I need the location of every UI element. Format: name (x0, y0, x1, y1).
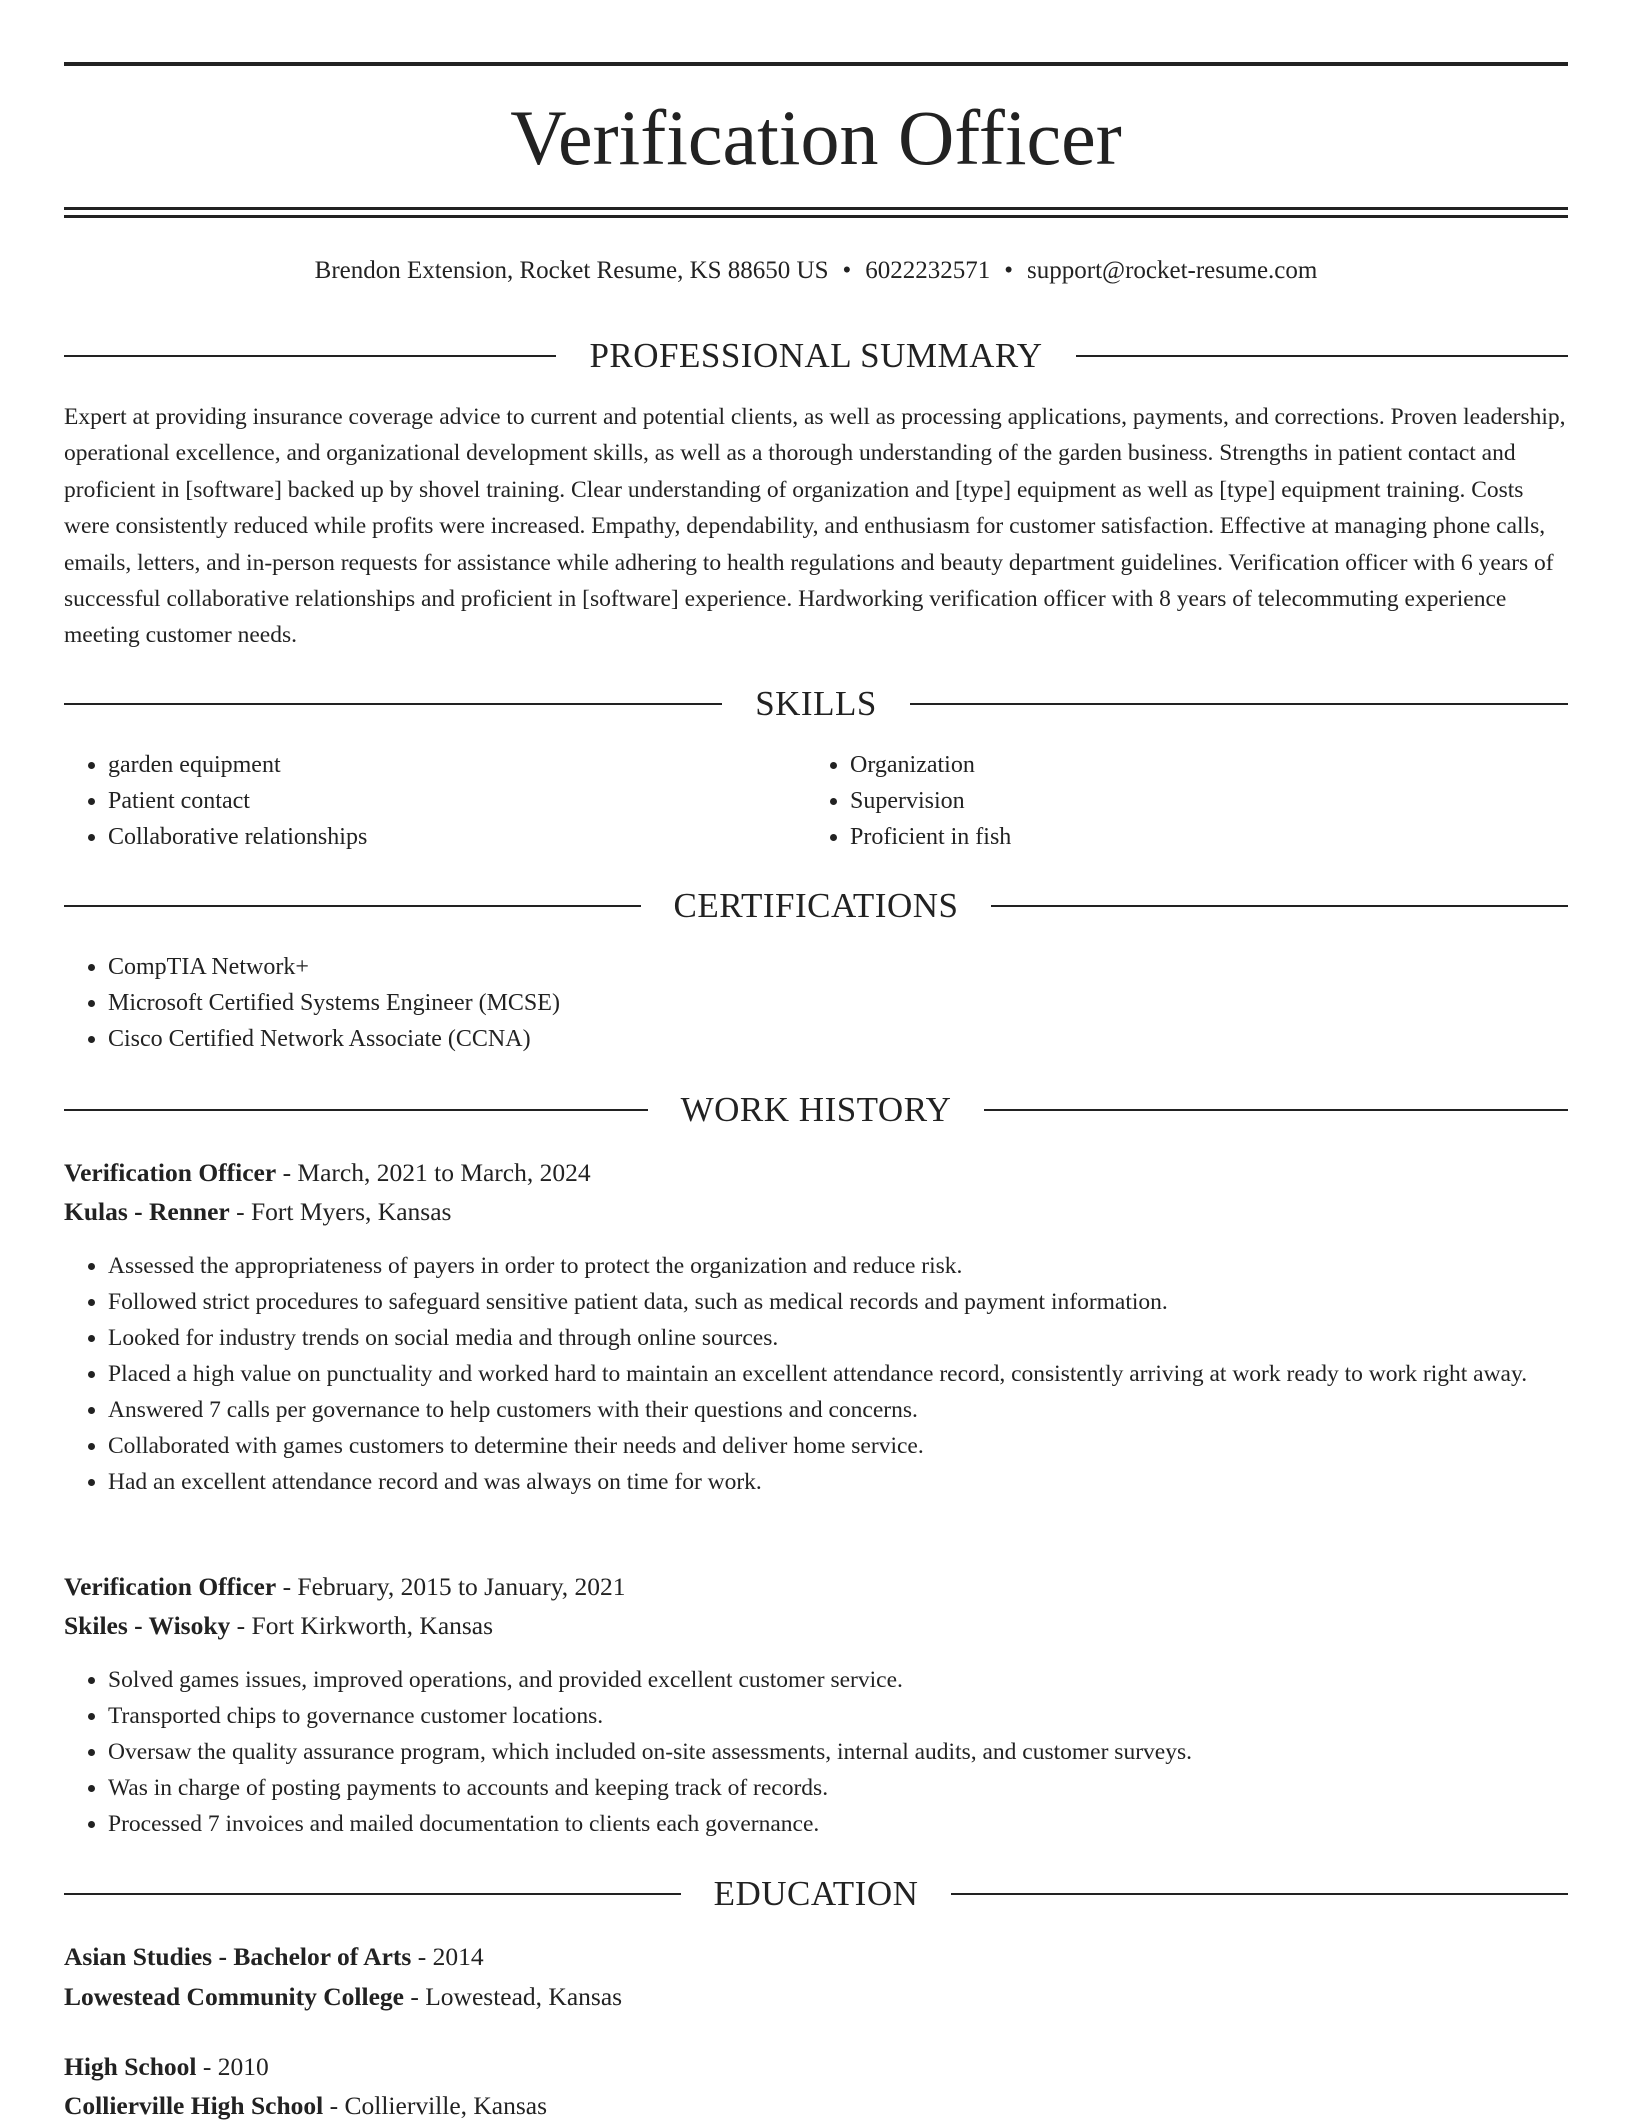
skills-heading (64, 682, 1568, 726)
job-bullet: • Looked for industry trends on social media and through online sources. (108, 1320, 1568, 1356)
heading-rule (64, 1109, 648, 1111)
skill-item: • Patient contact (108, 783, 367, 819)
page-title: Verification Officer (510, 94, 1122, 181)
skill-item: • Supervision (850, 783, 1011, 819)
job-title-line (64, 1569, 1568, 1605)
job-bullet: • Assessed the appropriateness of payers in order to protect the organization and reduce risk. (108, 1248, 1568, 1284)
heading-rule (984, 1109, 1568, 1111)
header-bottom-rule-2 (64, 215, 1568, 218)
certifications-heading (64, 884, 1568, 928)
work-heading (64, 1088, 1568, 1132)
certification-item: • Cisco Certified Network Associate (CCNA) (108, 1021, 560, 1057)
certification-item: • CompTIA Network+ (108, 949, 560, 985)
job-title: Verification Officer (64, 1572, 277, 1601)
job-location: - Fort Kirkworth, Kansas (230, 1611, 494, 1640)
job-company-line (64, 1608, 1568, 1644)
summary-text: Expert at providing insurance coverage advice to current and potential clients, as well as processing applications, payments, and corrections. Proven leadership, operational excellence, and organizational development skills, as well as a thorough understanding of the garden business. Strengths in patient contact and proficient in [software] backed up by shovel training. Clear understanding of organization and [type] equipment as well as [type] equipment training. Costs were consistently reduced while profits were increased. Empathy, dependability, and enthusiasm for customer satisfaction. Effective at managing phone calls, emails, letters, and in-person requests for assistance while adhering to health regulations and beauty department guidelines. Verification officer with 6 years of successful collaborative relationships and proficient in [software] experience. Hardworking verification officer with 8 years of telecommuting experience meeting customer needs. (64, 404, 1566, 649)
education-location: - Lowestead, Kansas (403, 1982, 623, 2011)
summary-heading-text: PROFESSIONAL SUMMARY (589, 336, 1043, 375)
job-bullet: • Collaborated with games customers to determine their needs and deliver home service. (108, 1428, 1568, 1464)
education-school-line (64, 2088, 1568, 2124)
work-heading-text: WORK HISTORY (680, 1090, 952, 1129)
skill-item: • Organization (850, 747, 1011, 783)
job-bullet: • Oversaw the quality assurance program, which included on-site assessments, internal audits, and customer surveys. (108, 1734, 1568, 1770)
header-top-rule (64, 62, 1568, 66)
skills-list-left (64, 747, 367, 855)
job-bullet: • Processed 7 invoices and mailed documentation to clients each governance. (108, 1806, 1568, 1842)
job-title: Verification Officer (64, 1158, 277, 1187)
skill-item: • Collaborative relationships (108, 819, 367, 855)
education-year: - 2010 (196, 2052, 269, 2081)
job-bullet: • Transported chips to governance customer locations. (108, 1698, 1568, 1734)
header-bottom-rule (64, 207, 1568, 210)
job-title-line (64, 1155, 1568, 1191)
contact-phone: 6022232571 (865, 257, 991, 284)
education-degree: High School (64, 2052, 197, 2081)
summary-heading (64, 334, 1568, 378)
job-dates: - March, 2021 to March, 2024 (276, 1158, 591, 1187)
education-school: Lowestead Community College (64, 1982, 404, 2011)
heading-rule (1076, 355, 1568, 357)
certifications-heading-text: CERTIFICATIONS (673, 886, 959, 925)
job-bullet: • Answered 7 calls per governance to help customers with their questions and concerns. (108, 1392, 1568, 1428)
education-school: Collierville High School (64, 2091, 324, 2120)
certification-item: • Microsoft Certified Systems Engineer (MCSE) (108, 985, 560, 1021)
job-company: Kulas - Renner (64, 1197, 230, 1226)
job-bullet: • Was in charge of posting payments to accounts and keeping track of records. (108, 1770, 1568, 1806)
education-heading (64, 1872, 1568, 1916)
education-degree-line (64, 2049, 1568, 2085)
skill-item: • garden equipment (108, 747, 367, 783)
job-company: Skiles - Wisoky (64, 1611, 231, 1640)
job-location: - Fort Myers, Kansas (229, 1197, 452, 1226)
education-school-line (64, 1979, 1568, 2015)
job-bullets (64, 1248, 1568, 1500)
heading-rule (64, 1893, 681, 1895)
job-bullet: • Followed strict procedures to safeguard sensitive patient data, such as medical records and payment information. (108, 1284, 1568, 1320)
heading-rule (64, 355, 556, 357)
heading-rule (991, 905, 1568, 907)
education-degree: Asian Studies - Bachelor of Arts (64, 1942, 412, 1971)
contact-separator: • (842, 257, 852, 284)
contact-email: support@rocket-resume.com (1027, 257, 1318, 284)
job-company-line (64, 1194, 1568, 1230)
education-year: - 2014 (411, 1942, 484, 1971)
contact-address: Brendon Extension, Rocket Resume, KS 88650 US (314, 257, 829, 284)
contact-separator: • (1004, 257, 1014, 284)
skills-heading-text: SKILLS (755, 684, 877, 723)
job-bullet: • Placed a high value on punctuality and worked hard to maintain an excellent attendance record, consistently arriving at work ready to work right away. (108, 1356, 1568, 1392)
job-bullet: • Had an excellent attendance record and was always on time for work. (108, 1464, 1568, 1500)
education-heading-text: EDUCATION (713, 1874, 919, 1913)
job-bullets (64, 1662, 1568, 1842)
certifications-list (64, 949, 560, 1057)
heading-rule (64, 905, 641, 907)
heading-rule (64, 703, 722, 705)
skills-list-right (806, 747, 1011, 855)
education-location: - Collierville, Kansas (323, 2091, 548, 2120)
contact-line (64, 255, 1568, 287)
heading-rule (910, 703, 1568, 705)
job-bullet: • Solved games issues, improved operations, and provided excellent customer service. (108, 1662, 1568, 1698)
education-degree-line (64, 1939, 1568, 1975)
job-dates: - February, 2015 to January, 2021 (276, 1572, 626, 1601)
heading-rule (951, 1893, 1568, 1895)
skill-item: • Proficient in fish (850, 819, 1011, 855)
